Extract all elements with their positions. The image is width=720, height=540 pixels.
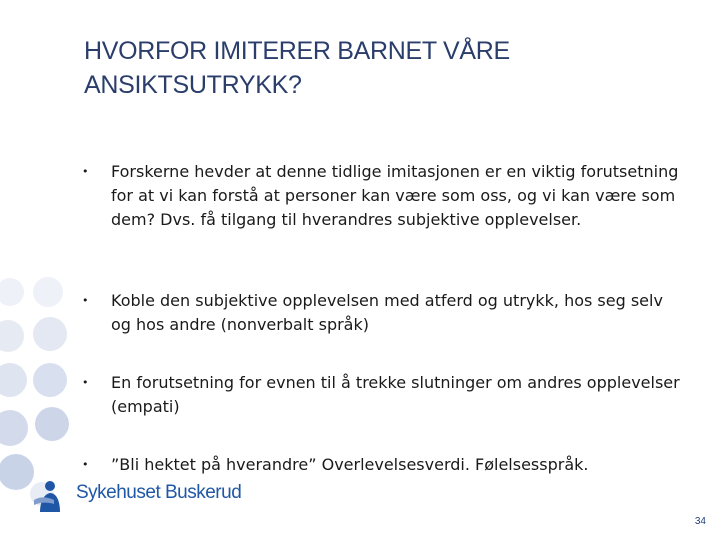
bullet-dot: • [82, 376, 89, 389]
bullet-item [80, 289, 680, 337]
slide-title: HVORFOR IMITERER BARNET VÅRE ANSIKTSUTRYKK? [84, 37, 510, 99]
logo-text: Sykehuset Buskerud [76, 482, 242, 503]
bullet-item [80, 453, 589, 477]
deco-circle [0, 363, 27, 397]
bullet-dot: • [82, 294, 89, 307]
deco-circle [0, 320, 24, 352]
bullet-dot: • [82, 165, 89, 178]
deco-circle [0, 454, 34, 490]
bullet-text: ”Bli hektet på hverandre” Overlevelsesverdi. Følelsesspråk. [111, 455, 589, 474]
bullet-text: En forutsetning for evnen til å trekke slutninger om andres opplevelser (empati) [111, 373, 680, 416]
deco-circle [33, 363, 67, 397]
deco-circle [0, 410, 28, 446]
bullet-text: Koble den subjektive opplevelsen med atferd og utrykk, hos seg selv og hos andre (nonverbalt språk) [111, 291, 663, 334]
bullet-item [80, 160, 680, 232]
deco-circle [33, 317, 67, 351]
bullet-item [80, 371, 680, 419]
deco-circle [0, 278, 24, 306]
deco-circle [33, 277, 63, 307]
bullet-text: Forskerne hevder at denne tidlige imitasjonen er en viktig forutsetning for at vi kan forstå at personer kan være som oss, og vi kan være som dem? Dvs. få tilgang til hverandres subjektive opplevelser. [111, 162, 679, 229]
page-number: 34 [694, 516, 706, 527]
deco-circle [35, 407, 69, 441]
decorative-circles [0, 270, 80, 490]
bullet-dot: • [82, 458, 89, 471]
